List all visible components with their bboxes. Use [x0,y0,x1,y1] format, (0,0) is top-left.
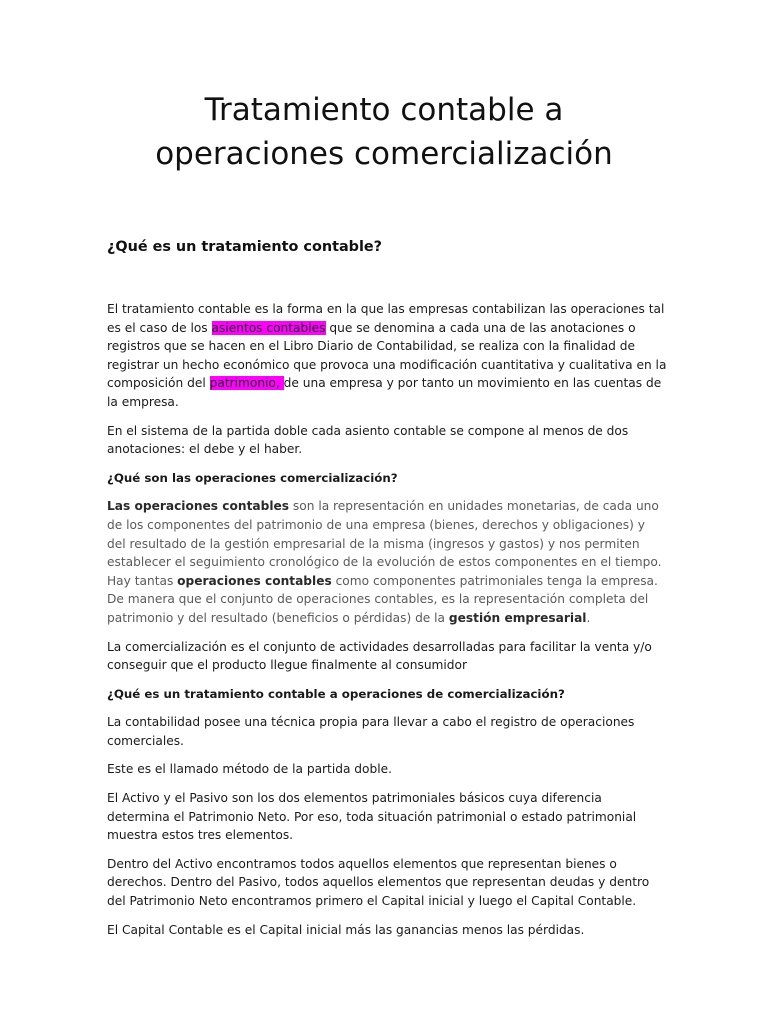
paragraph-text: que se denomina a cada una de las anotaciones o registros que se hacen en el Libro Diario de Contabilidad, se realiza con la finalidad de registrar un hecho económico que provoca una modificación cuantitativa y cualitativa en la composición del [107,320,667,391]
paragraph-comercializacion: La comercialización es el conjunto de actividades desarrolladas para facilitar la venta y/o conseguir que el producto llegue finalmente al consumidor [107,639,652,673]
heading-operaciones-comercializacion: ¿Qué son las operaciones comercialización? [107,470,398,485]
paragraph-text: . [586,610,591,625]
highlight-patrimonio: patrimonio, [209,376,284,391]
paragraph-metodo-partida-doble: Este es el llamado método de la partida doble. [107,762,392,777]
title-line-1: Tratamiento contable a [204,92,564,128]
paragraph-definicion [107,300,667,412]
paragraph-capital-contable: El Capital Contable es el Capital inicial más las ganancias menos las pérdidas. [107,922,585,937]
document-title [0,88,768,176]
heading-tratamiento-comercializacion: ¿Qué es un tratamiento contable a operaciones de comercialización? [107,686,565,701]
paragraph-text: como componentes patrimoniales tenga la empresa. De manera que el conjunto de operaciones contables, es la representación completa del patrimonio y del resultado (beneficios o pérdidas) de la [107,573,658,625]
paragraph-text: El tratamiento contable es la forma en la que las empresas contabilizan las operaciones tal es el caso de los [107,302,665,335]
title-line-2: operaciones comercialización [155,136,613,172]
bold-term: operaciones contables [177,573,332,588]
paragraph-dentro-activo: Dentro del Activo encontramos todos aquellos elementos que representan bienes o derechos. Dentro del Pasivo, todos aquellos elementos que representan deudas y dentro del Patrimonio Neto encontramos primero el Capital inicial y luego el Capital Contable. [107,856,650,909]
heading-que-es-tratamiento: ¿Qué es un tratamiento contable? [107,239,383,255]
paragraph-text: son la representación en unidades monetarias, de cada uno de los componentes del patrimonio de una empresa (bienes, derechos y obligaciones) y del resultado de la gestión empresarial de la misma (ingresos y gastos) y nos permiten establecer el seguimiento cronológico de la evolución de estos componentes en el tiempo. Hay tantas [107,499,662,588]
highlight-asientos-contables: asientos contables [211,320,326,335]
paragraph-partida-doble: En el sistema de la partida doble cada asiento contable se compone al menos de dos anotaciones: el debe y el haber. [107,423,629,457]
paragraph-activo-pasivo: El Activo y el Pasivo son los dos elementos patrimoniales básicos cuya diferencia determina el Patrimonio Neto. Por eso, toda situación patrimonial o estado patrimonial muestra estos tres elementos. [107,791,637,843]
document-body [107,236,667,949]
paragraph-operaciones-contables [107,497,667,627]
bold-term: gestión empresarial [448,610,587,625]
bold-term: Las operaciones contables [107,499,290,514]
paragraph-tecnica-propia: La contabilidad posee una técnica propia para llevar a cabo el registro de operaciones comerciales. [107,715,635,748]
paragraph-text: de una empresa y por tanto un movimiento en las cuentas de la empresa. [107,376,662,409]
